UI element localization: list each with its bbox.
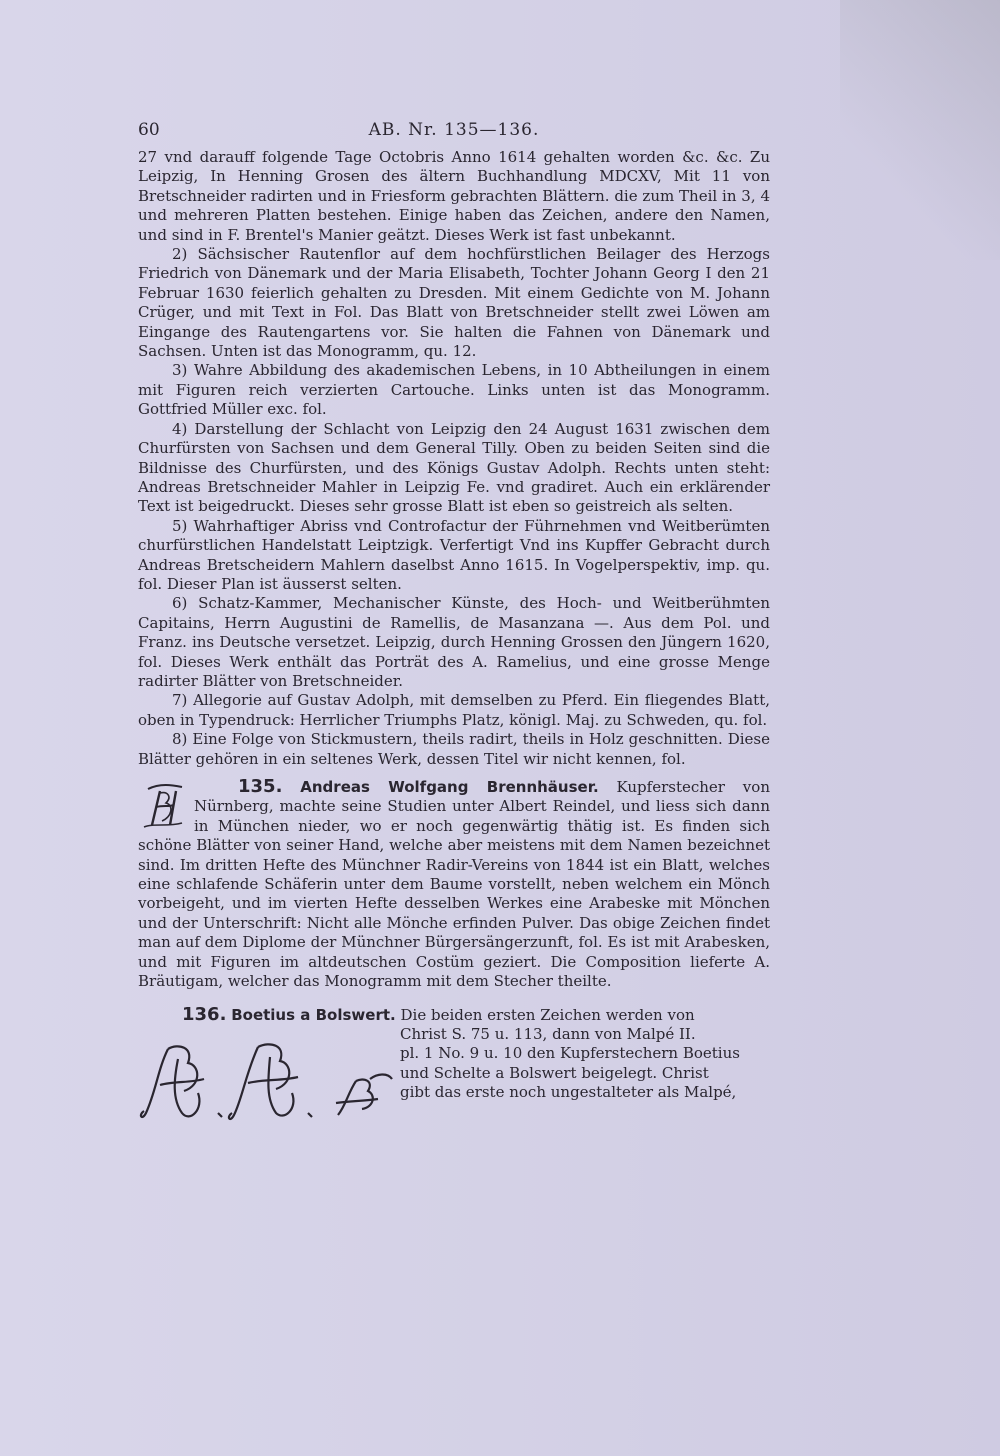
monogram-135-icon [138,781,188,831]
paragraph-item-6: 6) Schatz-Kammer, Mechanischer Künste, des Hoch- und Weitberühmten Capitains, Herrn Augustini de Ramellis, de Masanzana —. Aus dem Pol. und Franz. ins Deutsche versetzet. Leipzig, durch Henning Grossen den Jüngern 1620, fol. Dieses Werk enthält das Porträt des A. Ramelius, und eine grosse Menge radirter Blätter von Bretschneider. [138,594,770,690]
paragraph-item-2: 2) Sächsischer Rautenflor auf dem hochfürstlichen Beilager des Herzogs Friedrich von Dänemark und der Maria Elisabeth, Tochter Johann Georg I den 21 Februar 1630 feierlich gehalten zu Dresden. Mit einem Gedichte von M. Johann Crüger, und mit Text in Fol. Das Blatt von Bretschneider stellt zwei Löwen am Eingange des Rautengartens vor. Sie halten die Fahnen von Dänemark und Sachsen. Unten ist das Monogramm, qu. 12. [138,245,770,361]
running-head-title: AB. Nr. 135—136. [368,120,540,140]
page-number: 60 [138,120,160,140]
entry-135-number: 135. [238,776,283,797]
entry-136-line-2: Christ S. 75 u. 113, dann von Malpé II. [400,1024,696,1043]
entry-135 [138,777,770,991]
paragraph-item-5: 5) Wahrhaftiger Abriss vnd Controfactur der Führnehmen vnd Weitberümten churfürstlichen Handelstatt Leiptzigk. Verfertigt Vnd ins Kupffer Gebracht durch Andreas Bretscheidern Mahlern daselbst Anno 1615. In Vogelperspektiv, imp. qu. fol. Dieser Plan ist äusserst selten. [138,516,770,593]
paragraph-continuation: 27 vnd darauff folgende Tage Octobris Anno 1614 gehalten worden &c. &c. Zu Leipzig, In Henning Grosen des ältern Buchhandlung MDCXV, Mit 11 von Bretschneider radirten und in Friesform gebrachten Blättern. die zum Theil in 3, 4 und mehreren Platten bestehen. Einige haben das Zeichen, andere den Namen, und sind in F. Brentel's Manier geätzt. Dieses Werk ist fast unbekannt. [138,148,770,244]
paragraph-item-7: 7) Allegorie auf Gustav Adolph, mit demselben zu Pferd. Ein fliegendes Blatt, oben in Typendruck: Herrlicher Triumphs Platz, königl. Maj. zu Schweden, qu. fol. [138,691,770,729]
monogram-136-icon [138,1029,400,1125]
entry-136 [138,1005,770,1125]
book-page [138,120,770,1125]
entry-136-name: Boetius a Bolswert. [231,1006,396,1025]
running-head [138,120,770,148]
entry-136-heading [182,1005,695,1025]
page-edge-shadow [840,0,1000,260]
entry-136-number: 136. [182,1004,227,1026]
entry-136-line-3: pl. 1 No. 9 u. 10 den Kupferstechern Boetius [400,1044,740,1063]
paragraph-item-8: 8) Eine Folge von Stickmustern, theils radirt, theils in Holz geschnitten. Diese Blätter gehören in ein seltenes Werk, dessen Titel wir nicht kennen, fol. [138,730,770,768]
entry-135-name: Andreas Wolfgang Brennhäuser. [300,778,599,796]
entry-136-line-4: und Schelte a Bolswert beigelegt. Christ [400,1063,709,1082]
entry-136-line-5: gibt das erste noch ungestalteter als Malpé, [400,1083,737,1102]
paragraph-item-4: 4) Darstellung der Schlacht von Leipzig den 24 August 1631 zwischen dem Churfürsten von Sachsen und dem General Tilly. Oben zu beiden Seiten sind die Bildnisse des Churfürsten, und des Königs Gustav Adolph. Rechts unten steht: Andreas Bretschneider Mahler in Leipzig Fe. vnd gradiret. Auch ein erklärender Text ist beigedruckt. Dieses sehr grosse Blatt ist eben so geistreich als selten. [138,419,770,516]
paragraph-item-3: 3) Wahre Abbildung des akademischen Lebens, in 10 Abtheilungen in einem mit Figuren reich verzierten Cartouche. Links unten ist das Monogramm. Gottfried Müller exc. fol. [138,361,770,419]
entry-136-line-1: Die beiden ersten Zeichen werden von [400,1006,695,1025]
entry-135-text: Kupferstecher von Nürnberg, machte seine Studien unter Albert Reindel, und liess sich dann in München nieder, wo er noch gegenwärtig thätig ist. Es finden sich schöne Blätter von seiner Hand, welche aber meistens mit dem Namen bezeichnet sind. Im dritten Hefte des Münchner Radir-Vereins von 1844 ist ein Blatt, welches eine schlafende Schäferin unter dem Baume vorstellt, neben welchem ein Mönch vorbeigeht, und im vierten Hefte desselben Werkes eine Arabeske mit Mönchen und der Unterschrift: Nicht alle Mönche erfinden Pulver. Das obige Zeichen findet man auf dem Diplome der Münchner Bürgersängerzunft, fol. Es ist mit Arabesken, und mit Figuren im altdeutschen Costüm geziert. Die Composition lieferte A. Bräutigam, welcher das Monogramm mit dem Stecher theilte. [138,778,770,991]
